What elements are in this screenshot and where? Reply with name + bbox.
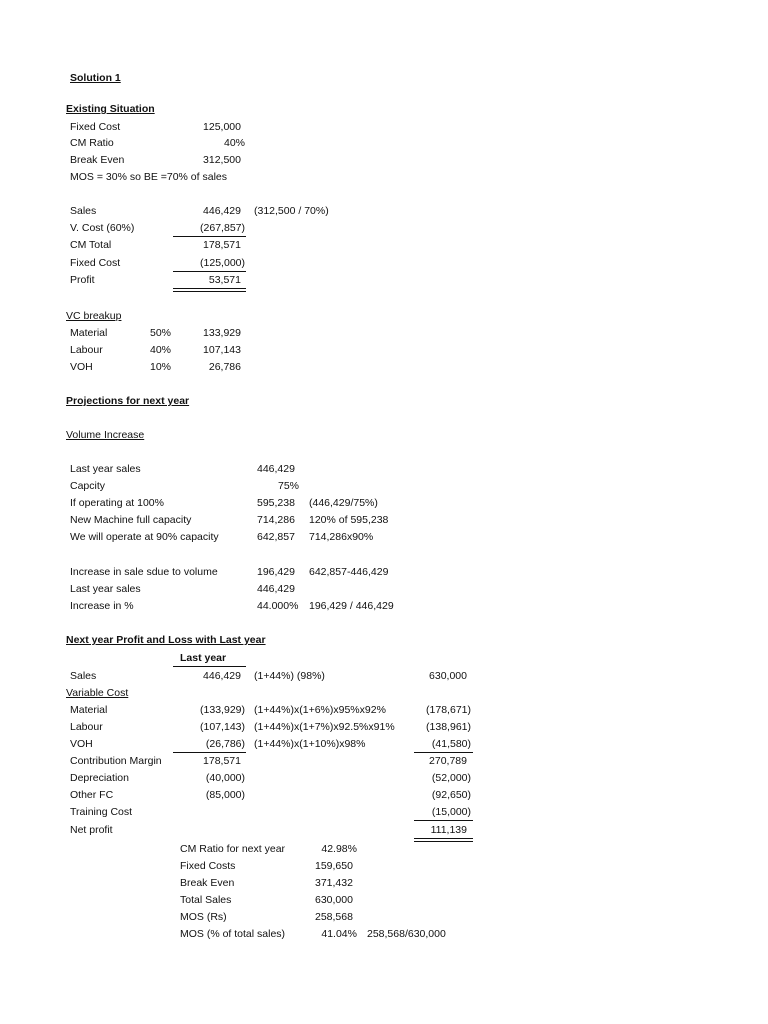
pl-sales-label: Sales — [70, 670, 97, 682]
summary-value: 42.98% — [321, 843, 357, 855]
sales-value: 446,429 — [203, 205, 241, 217]
vc-row-label: VOH — [70, 361, 93, 373]
solution-title: Solution 1 — [70, 72, 121, 84]
vc-row-pct: 10% — [150, 361, 172, 373]
pl-sales-next: 630,000 — [429, 670, 467, 682]
volume-row-label: If operating at 100% — [70, 497, 164, 509]
vc-row-pct: 40% — [150, 344, 172, 356]
volume-row-note: 714,286x90% — [309, 531, 374, 543]
summary-label: CM Ratio for next year — [180, 843, 286, 855]
cm-total-label: CM Total — [70, 239, 112, 251]
increase-row-label: Last year sales — [70, 583, 141, 595]
pl-cm-label: Contribution Margin — [70, 755, 162, 767]
pl-material-label: Material — [70, 704, 108, 716]
increase-row-label: Increase in sale sdue to volume — [70, 566, 218, 578]
increase-row-label: Increase in % — [70, 600, 134, 612]
volume-row-note: (446,429/75%) — [309, 497, 378, 509]
summary-value: 41.04% — [321, 928, 357, 940]
vc-breakup-heading: VC breakup — [66, 310, 122, 322]
vc-row-value: 107,143 — [203, 344, 241, 356]
last-year-header: Last year — [180, 652, 227, 664]
summary-label: Break Even — [180, 877, 235, 889]
pl-ofc-next: (92,650) — [431, 789, 471, 801]
increase-row-value: 446,429 — [257, 583, 295, 595]
pl-labour-label: Labour — [70, 721, 103, 733]
pl-voh-formula: (1+44%)x(1+10%)x98% — [254, 738, 366, 750]
summary-value: 371,432 — [315, 877, 353, 889]
pl-training-label: Training Cost — [70, 806, 133, 818]
pl-training-next: (15,000) — [431, 806, 471, 818]
summary-value: 630,000 — [315, 894, 353, 906]
increase-row-note: 196,429 / 446,429 — [309, 600, 394, 612]
summary-label: Total Sales — [180, 894, 232, 906]
pl-ofc-last: (85,000) — [205, 789, 245, 801]
pl-labour-last: (107,143) — [200, 721, 245, 733]
summary-label: MOS (Rs) — [180, 911, 227, 923]
volume-row-label: New Machine full capacity — [70, 514, 192, 526]
vc-row-label: Labour — [70, 344, 103, 356]
fixed-value: (125,000) — [200, 257, 245, 269]
underline — [173, 271, 246, 272]
pl-net-label: Net profit — [70, 824, 113, 836]
vcost-value: (267,857) — [200, 222, 245, 234]
profit-label: Profit — [70, 274, 95, 286]
pl-sales-last: 446,429 — [203, 670, 241, 682]
summary-value: 159,650 — [315, 860, 353, 872]
underline — [414, 752, 473, 753]
summary-note: 258,568/630,000 — [367, 928, 446, 940]
pl-labour-next: (138,961) — [426, 721, 471, 733]
pl-dep-next: (52,000) — [431, 772, 471, 784]
existing-heading: Existing Situation — [66, 103, 155, 115]
increase-row-value: 196,429 — [257, 566, 295, 578]
double-underline — [414, 838, 473, 842]
projections-heading: Projections for next year — [66, 395, 190, 407]
summary-label: MOS (% of total sales) — [180, 928, 286, 940]
cm-ratio-value: 40% — [223, 137, 245, 149]
increase-row-value: 44.000% — [257, 600, 299, 612]
vc-row-value: 26,786 — [208, 361, 241, 373]
pl-dep-last: (40,000) — [205, 772, 245, 784]
sales-note: (312,500 / 70%) — [254, 205, 329, 217]
volume-row-value: 75% — [278, 480, 300, 492]
volume-row-note: 120% of 595,238 — [309, 514, 389, 526]
fixed-cost-value: 125,000 — [203, 121, 241, 133]
underline — [414, 820, 473, 821]
pl-cm-next: 270,789 — [429, 755, 467, 767]
volume-heading: Volume Increase — [66, 429, 145, 441]
pl-net-next: 111,139 — [430, 824, 467, 836]
variable-cost-heading: Variable Cost — [66, 687, 129, 699]
vcost-label: V. Cost (60%) — [70, 222, 135, 234]
volume-row-label: Last year sales — [70, 463, 141, 475]
increase-row-note: 642,857-446,429 — [309, 566, 389, 578]
break-even-value: 312,500 — [203, 154, 241, 166]
double-underline — [173, 288, 246, 292]
pl-material-next: (178,671) — [426, 704, 471, 716]
pl-heading: Next year Profit and Loss with Last year — [66, 634, 266, 646]
pl-voh-last: (26,786) — [205, 738, 245, 750]
pl-labour-formula: (1+44%)x(1+7%)x92.5%x91% — [254, 721, 395, 733]
underline — [173, 666, 246, 667]
fixed-cost-label: Fixed Cost — [70, 121, 121, 133]
volume-row-value: 446,429 — [257, 463, 295, 475]
vc-row-label: Material — [70, 327, 108, 339]
break-even-label: Break Even — [70, 154, 125, 166]
profit-value: 53,571 — [208, 274, 241, 286]
underline — [173, 752, 246, 753]
volume-row-value: 642,857 — [257, 531, 295, 543]
sales-label: Sales — [70, 205, 97, 217]
vc-row-value: 133,929 — [203, 327, 241, 339]
cm-total-value: 178,571 — [203, 239, 241, 251]
volume-row-label: Capcity — [70, 480, 106, 492]
summary-value: 258,568 — [315, 911, 353, 923]
mos-note: MOS = 30% so BE =70% of sales — [70, 171, 227, 183]
volume-row-label: We will operate at 90% capacity — [70, 531, 219, 543]
pl-material-last: (133,929) — [200, 704, 245, 716]
underline — [173, 236, 246, 237]
cm-ratio-label: CM Ratio — [70, 137, 114, 149]
pl-voh-next: (41,580) — [431, 738, 471, 750]
summary-label: Fixed Costs — [180, 860, 236, 872]
vc-row-pct: 50% — [150, 327, 172, 339]
pl-sales-formula: (1+44%) (98%) — [254, 670, 325, 682]
fixed-label: Fixed Cost — [70, 257, 121, 269]
pl-material-formula: (1+44%)x(1+6%)x95%x92% — [254, 704, 386, 716]
volume-row-value: 595,238 — [257, 497, 295, 509]
pl-dep-label: Depreciation — [70, 772, 129, 784]
volume-row-value: 714,286 — [257, 514, 295, 526]
pl-voh-label: VOH — [70, 738, 93, 750]
pl-cm-last: 178,571 — [203, 755, 241, 767]
pl-ofc-label: Other FC — [70, 789, 114, 801]
